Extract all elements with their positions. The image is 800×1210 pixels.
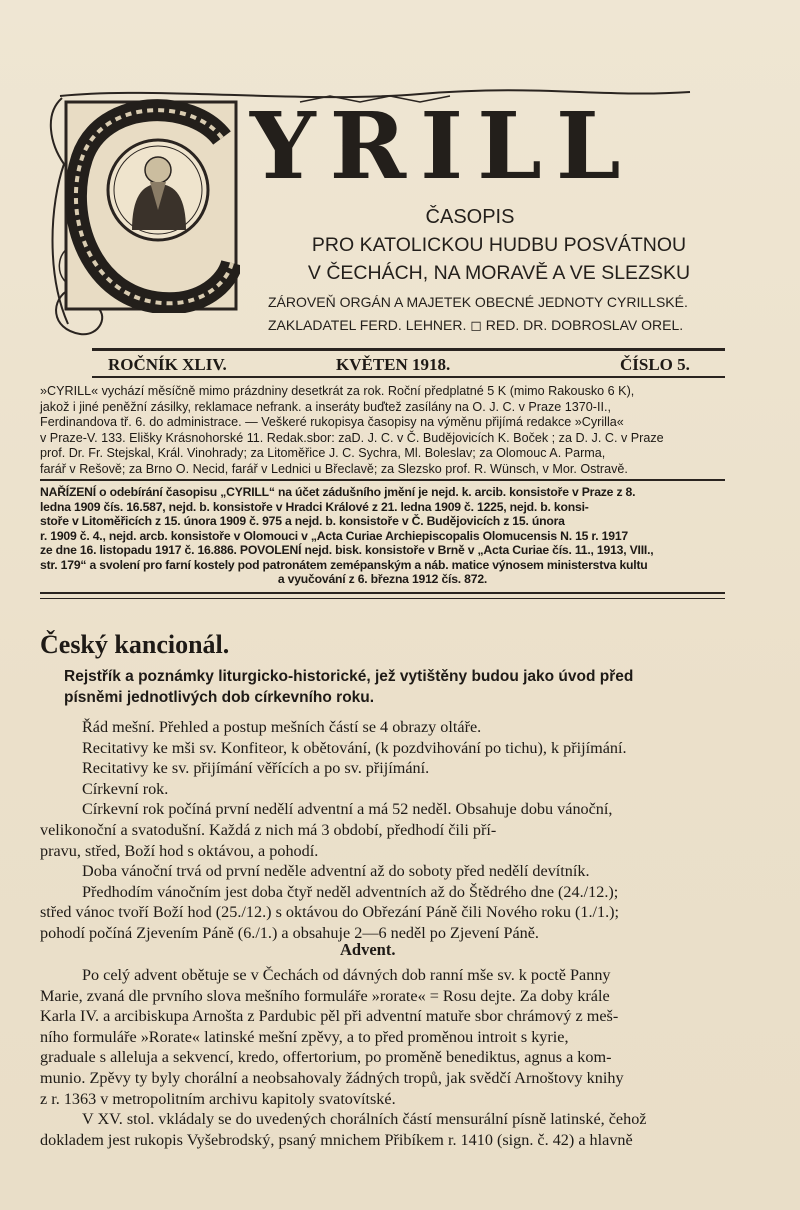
info-line: Ferdinandova tř. 6. do administrace. — Veškeré rukopisya časopisy na výměnu přijímá redakce »Cyrilla«	[40, 415, 624, 429]
journal-title: YRILL	[250, 92, 635, 200]
notice-line: stoře v Litoměřicích z 15. února 1909 č. 975 a nejd. b. konsistoře v Č. Budějovicích z 15. února	[40, 514, 565, 528]
subtitle-region: V ČECHÁCH, NA MORAVĚ A VE SLEZSKU	[307, 262, 691, 284]
notice-line: r. 1909 č. 4., nejd. arcb. konsistoře v Olomouci v „Acta Curiae Archiepiscopalis Olomucensis N. 15 r. 1917	[40, 528, 628, 543]
info-line: v Praze-V. 133. Elišky Krásnohorské 11. Redak.sbor: zaD. J. C. v Č. Budějovicích K. Boček ; za D. J. C. v Praze	[40, 430, 664, 445]
issue-month: KVĚTEN 1918.	[336, 355, 451, 374]
issue-number: ČÍSLO 5.	[620, 355, 690, 374]
notice-rule-1	[40, 592, 725, 594]
advent-heading: Advent.	[340, 940, 396, 959]
article-body-top	[40, 717, 725, 944]
paragraph-line: dokladem jest rukopis Vyšebrodský, psaný mnichem Přibíkem r. 1410 (sign. č. 42) a hlavně	[40, 1130, 633, 1149]
lead-line: Rejstřík a poznámky liturgicko-historické, jež vytištěny budou jako úvod před	[64, 668, 634, 685]
info-line: farář v Rešově; za Brno O. Necid, farář v Lednici u Břeclavě; za Slezsko prof. R. Wünsch, v Mor. Ostravě.	[40, 461, 628, 476]
article-body-advent	[40, 965, 725, 1150]
notice-line: ze dne 16. listopadu 1917 č. 16.886. POVOLENÍ nejd. bisk. konsistoře v Brně v „Acta Curiae čís. 11., 1913, VIII.,	[40, 543, 654, 557]
notice-line: a vyučování z 6. března 1912 čís. 872.	[277, 572, 488, 586]
paragraph-line: pravu, střed, Boží hod s oktávou, a pohodí.	[40, 841, 319, 860]
paragraph: Doba vánoční trvá od první neděle adventní až do soboty před nedělí devítník.	[82, 862, 590, 881]
article-title: Český kancionál.	[40, 630, 230, 659]
info-line: prof. Dr. Fr. Stejskal, Král. Vinohrady; za Litoměřice J. C. Sychra, Ml. Boleslav; za Olomouc A. Parma,	[40, 446, 606, 460]
illuminated-letter-c	[62, 98, 240, 313]
notice-line: NAŘÍZENÍ o odebírání časopisu „CYRILL“ na účet zádušního jmění je nejd. k. arcib. konsistoře v Praze z 8.	[40, 485, 636, 499]
paragraph-line: Církevní rok počíná první nedělí adventní a má 52 neděl. Obsahuje dobu vánoční,	[82, 800, 613, 819]
subtitle-casopis: ČASOPIS	[425, 206, 515, 228]
paragraph-line: velikonoční a svatodušní. Každá z nich má 3 období, předhodí čili pří-	[40, 820, 497, 839]
paragraph-line: z r. 1363 v metropolitním archivu kapitoly svatovítské.	[40, 1089, 396, 1108]
header-rule	[92, 348, 725, 351]
article-lead	[64, 666, 724, 708]
paragraph: Církevní rok.	[82, 779, 169, 798]
lead-line: písněmi jednotlivých dob církevního roku.	[64, 689, 375, 706]
paragraph-line: Karla IV. a arcibiskupa Arnošta z Pardubic pěl při adventní matuře sbor chrámový z meš-	[40, 1007, 619, 1026]
paragraph-line: Po celý advent obětuje se v Čechách od dávných dob ranní mše sv. k poctě Panny	[82, 966, 611, 984]
paragraph: Recitativy ke sv. přijímání věřících a po sv. přijímání.	[82, 759, 430, 778]
info-line: jakož i jiné peněžní zásilky, reklamace nefrank. a inseráty buďtež zasílány na O. J. C. v Praze 1370-II.,	[40, 399, 611, 414]
notice-line: str. 179“ a svolení pro farní kostely pod patronátem zemépanským a náb. matice výnosem ministerstva kultu	[40, 557, 648, 572]
notice-line: ledna 1909 čís. 16.587, nejd. b. konsistoře v Hradci Králové z 21. ledna 1909 č. 1225, nejd. b. konsi-	[40, 499, 589, 514]
info-line: »CYRILL« vychází měsíčně mimo prázdniny desetkrát za rok. Roční předplatné 5 K (mimo Rakousko 6 K),	[40, 384, 635, 398]
paragraph-line: Předhodím vánočním jest doba čtyř neděl adventních až do Štědrého dne (24./12.);	[82, 882, 619, 901]
paragraph: Recitativy ke mši sv. Konfiteor, k obětování, (k pozdvihování po tichu), k přijímání.	[82, 738, 627, 757]
paragraph-line: ního formuláře »Rorate« latinské mešní zpěvy, a to před proměnou introit s kyrie,	[40, 1027, 569, 1046]
notice-rule-2	[40, 598, 725, 599]
subscription-info	[40, 384, 725, 477]
issue-volume: ROČNÍK XLIV.	[108, 355, 227, 374]
paragraph-line: pohodí počíná Zjevením Páně (6./1.) a obsahuje 2—6 neděl po Zjevení Páně.	[40, 923, 539, 942]
info-rule	[40, 479, 725, 481]
paragraph-line: V XV. stol. vkládaly se do uvedených chorálních částí mensurální písně latinské, čehož	[82, 1110, 647, 1129]
decree-notice	[40, 485, 725, 587]
subtitle-organ: ZÁROVEŇ ORGÁN A MAJETEK OBECNÉ JEDNOTY CYRILLSKÉ.	[268, 294, 688, 310]
subtitle-purpose: PRO KATOLICKOU HUDBU POSVÁTNOU	[311, 234, 687, 256]
paragraph-line: Marie, zvaná dle prvního slova mešního formuláře »rorate« = Rosu dejte. Za doby krále	[40, 986, 610, 1005]
subtitle-founders: ZAKLADATEL FERD. LEHNER. ◻ RED. DR. DOBROSLAV OREL.	[268, 317, 684, 333]
paragraph-line: munio. Zpěvy ty byly chorální a neobsahovaly žádných tropů, jak svědčí Arnoštovy knihy	[40, 1068, 624, 1087]
issue-rule	[92, 376, 725, 378]
paragraph-line: střed vánoc tvoří Boží hod (25./12.) s oktávou do Obřezání Páně čili Nového roku (1./1.);	[40, 903, 620, 922]
paragraph-line: graduale s alleluja a sekvencí, kredo, offertorium, po proměně benediktus, agnus a kom-	[40, 1048, 612, 1067]
paragraph: Řád mešní. Přehled a postup mešních částí se 4 obrazy oltáře.	[82, 718, 482, 736]
